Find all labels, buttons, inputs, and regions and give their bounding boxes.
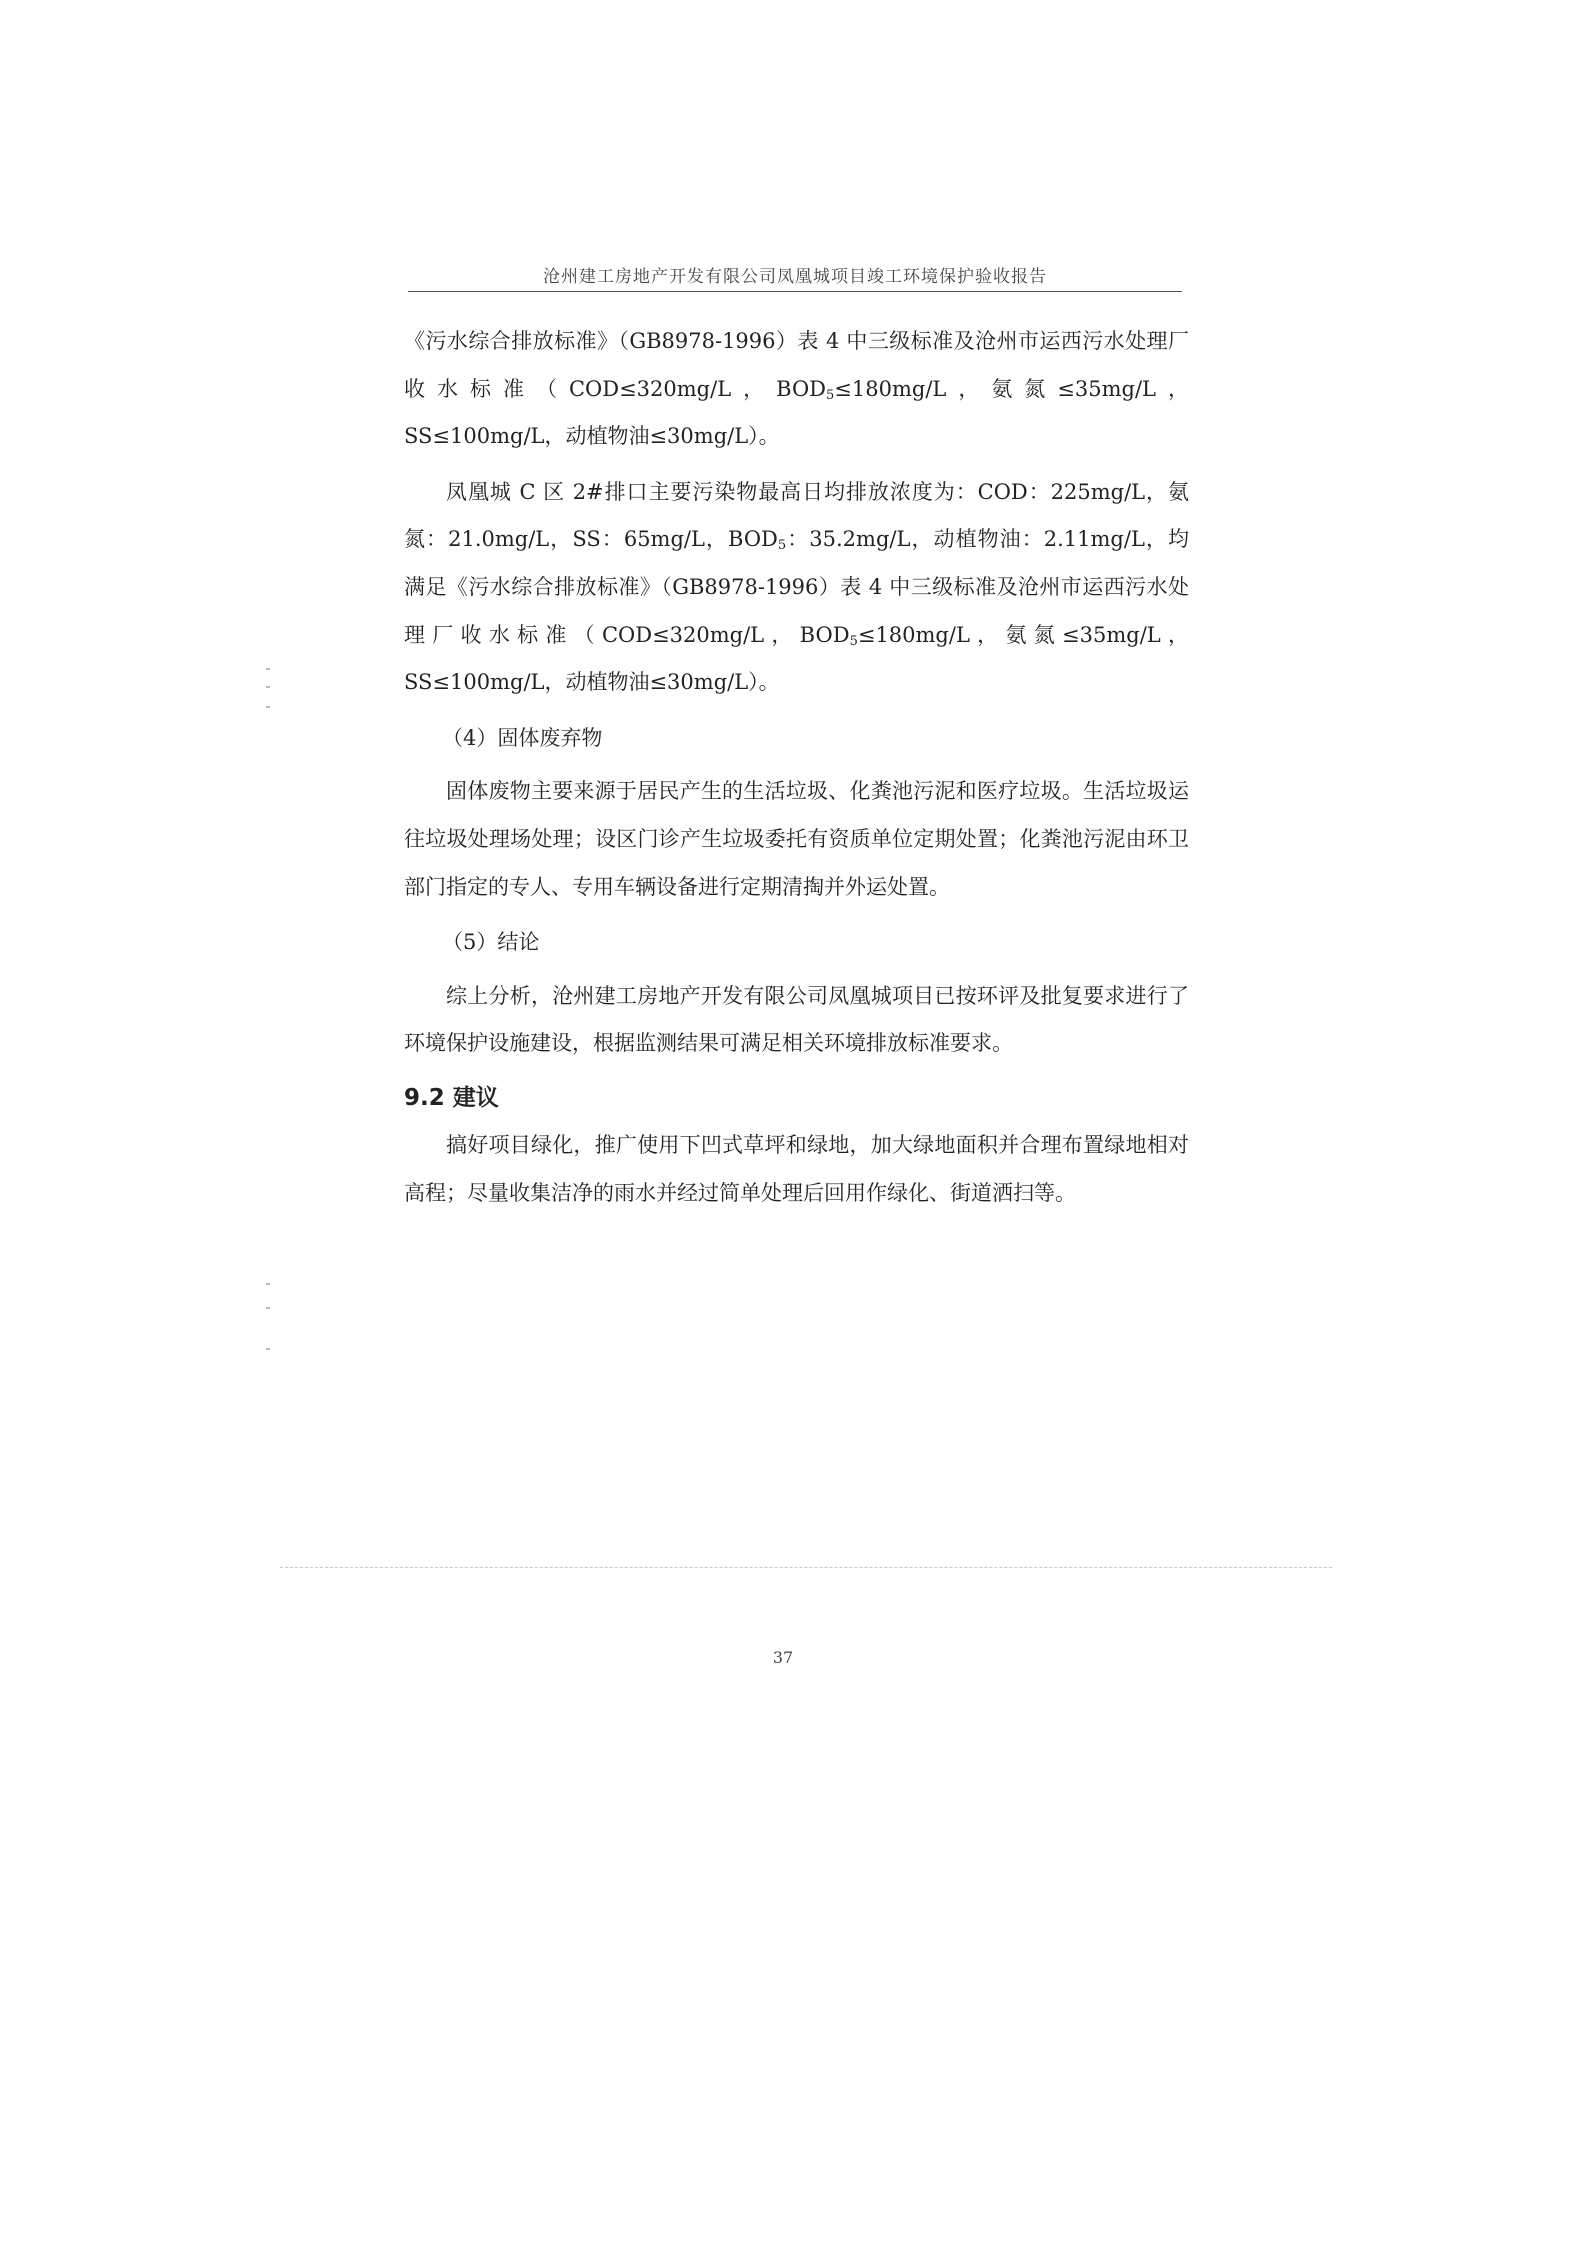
subscript: 5 (849, 633, 858, 649)
paragraph-outlet-2 (404, 469, 1189, 707)
scan-artifact (266, 668, 270, 670)
section-title-suggestions: 9.2 建议 (404, 1084, 499, 1111)
paragraph-text: ≤180mg/L，氨氮≤35mg/L，SS≤100mg/L，动植物油≤30mg/L）。 (404, 622, 1189, 695)
paragraph-suggestions: 搞好项目绿化，推广使用下凹式草坪和绿地，加大绿地面积并合理布置绿地相对高程；尽量收集洁净的雨水并经过简单处理后回用作绿化、街道洒扫等。 (404, 1132, 1189, 1205)
body-text (404, 318, 1189, 1225)
paragraph-solid-waste: 固体废物主要来源于居民产生的生活垃圾、化粪池污泥和医疗垃圾。生活垃圾运往垃圾处理场处理；设区门诊产生垃圾委托有资质单位定期处置；化粪池污泥由环卫部门指定的专人、专用车辆设备进行定期清掏并外运处置。 (404, 779, 1189, 899)
scan-artifact (266, 1283, 270, 1285)
subheading-solid-waste: （4）固体废弃物 (442, 725, 603, 750)
subheading-conclusion: （5）结论 (442, 930, 540, 955)
paragraph-text: ≤180mg/L，氨氮≤35mg/L，SS≤100mg/L，动植物油≤30mg/L）。 (404, 376, 1189, 449)
paragraph-wastewater-standard (404, 318, 1189, 461)
scan-artifact (266, 686, 270, 688)
paragraph-text: 凤凰城 C 区 2#排口主要污染物最高日均排放浓度为：COD：225mg/L，氨氮：21.0mg/L，SS：65mg/L，BOD (404, 479, 1189, 552)
paragraph-text: 《污水综合排放标准》（GB8978-1996）表 4 中三级标准及沧州市运西污水处理厂收水标准（COD≤320mg/L，BOD (404, 329, 1189, 401)
paragraph-conclusion: 综上分析，沧州建工房地产开发有限公司凤凰城项目已按环评及批复要求进行了环境保护设施建设，根据监测结果可满足相关环境排放标准要求。 (404, 983, 1189, 1056)
subscript: 5 (777, 538, 787, 554)
running-header: 沧州建工房地产开发有限公司凤凰城项目竣工环境保护验收报告 (543, 267, 1047, 287)
subscript: 5 (826, 387, 835, 403)
scan-artifact (266, 1307, 270, 1309)
page-number: 37 (772, 1648, 794, 1667)
header-rule (408, 291, 1182, 292)
scan-artifact (266, 706, 270, 708)
scan-artifact (266, 1348, 270, 1350)
paragraph-text: ：35.2mg/L，动植物油：2.11mg/L，均满足《污水综合排放标准》（GB8978-1996）表 4 中三级标准及沧州市运西污水处理厂收水标准（COD≤320mg/L，BOD (404, 527, 1189, 647)
footer-rule (280, 1567, 1332, 1568)
